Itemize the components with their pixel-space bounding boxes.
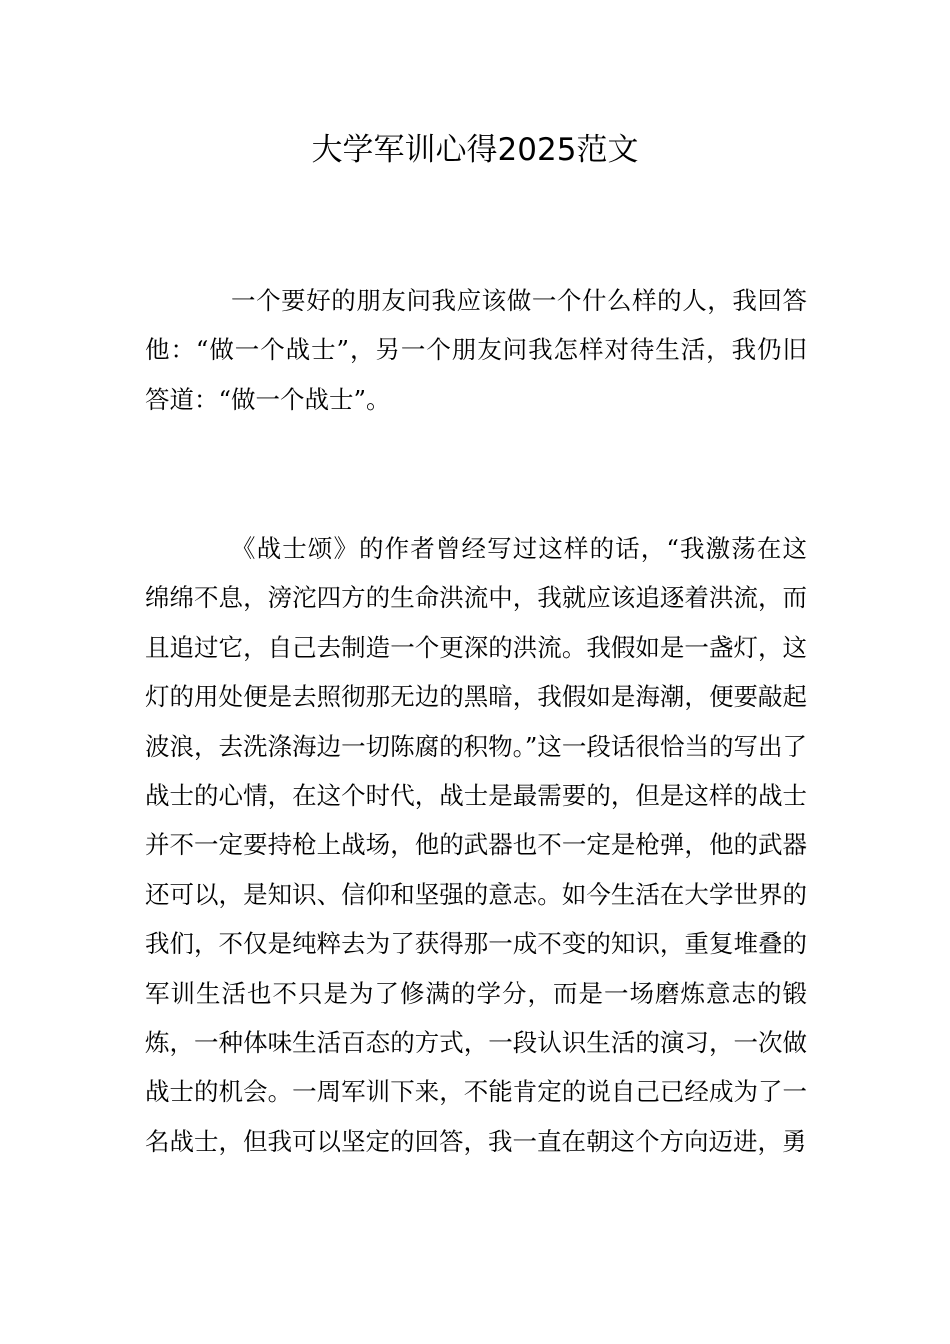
document-title: 大学军训心得2025范文 <box>311 132 639 168</box>
paragraph-2: 《战士颂》的作者曾经写过这样的话，“我激荡在这绵绵不息，滂沱四方的生命洪流中，我就应该追逐着洪流，而且追过它，自己去制造一个更深的洪流。我假如是一盏灯，这灯的用处便是去照彻那无边的黑暗，我假如是海潮，便要敲起波浪，去洗涤海边一切陈腐的积物。”这一段话很恰当的写出了战士的心情，在这个时代，战士是最需要的，但是这样的战士并不一定要持枪上战场，他的武器也不一定是枪弹，他的武器还可以，是知识、信仰和坚强的意志。如今生活在大学世界的我们，不仅是纯粹去为了获得那一成不变的知识，重复堆叠的军训生活也不只是为了修满的学分，而是一场磨炼意志的锻炼，一种体味生活百态的方式，一段认识生活的演习，一次做战士的机会。一周军训下来，不能肯定的说自己已经成为了一名战士，但我可以坚定的回答，我一直在朝这个方向迈进，勇 <box>145 534 807 1156</box>
paragraph-1: 一个要好的朋友问我应该做一个什么样的人，我回答他：“做一个战士”，另一个朋友问我怎样对待生活，我仍旧答道：“做一个战士”。 <box>145 286 807 414</box>
